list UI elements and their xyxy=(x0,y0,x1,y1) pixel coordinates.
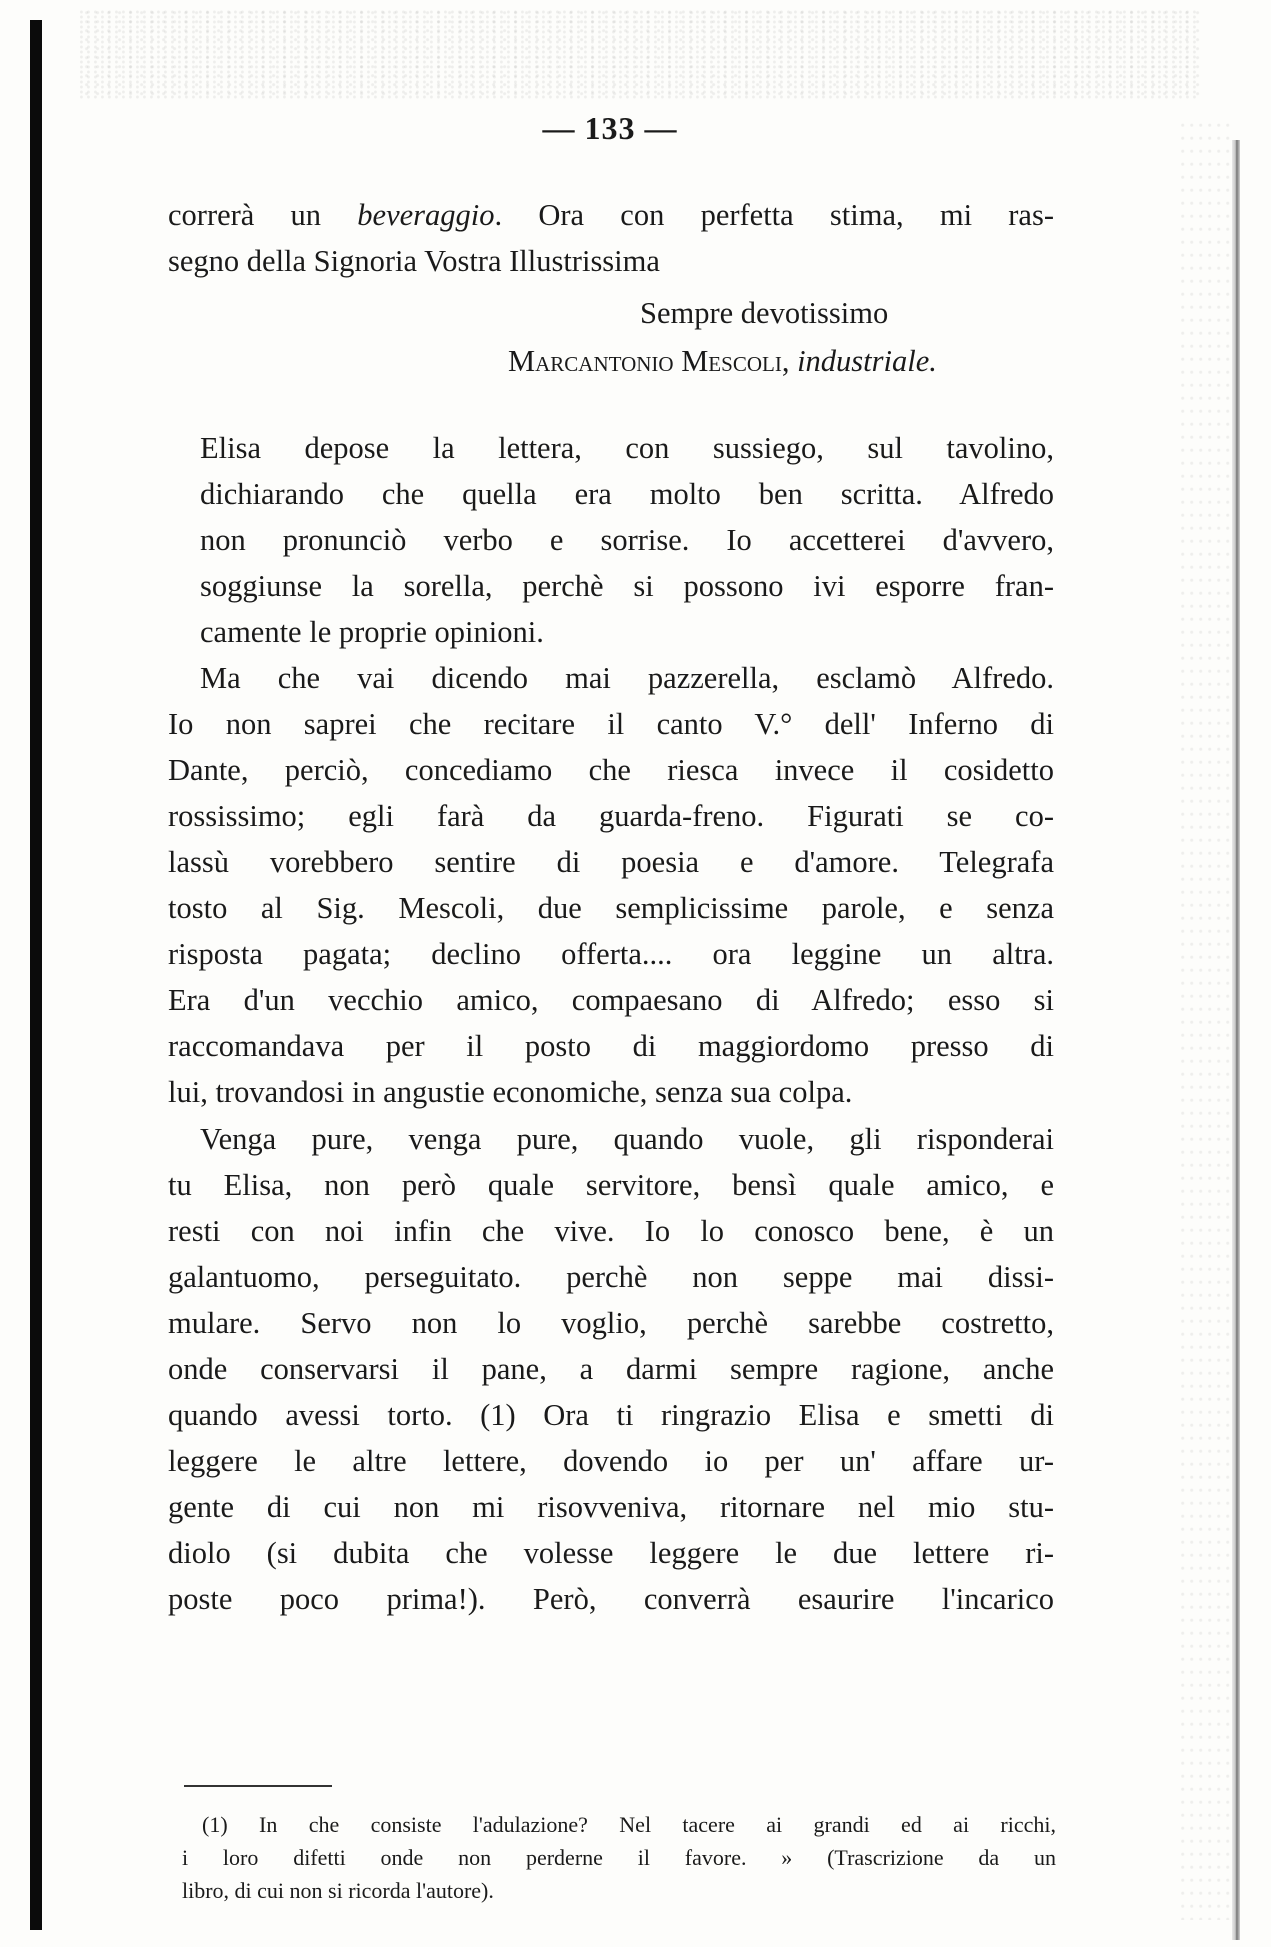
footnote-line: libro, di cui non si ricorda l'autore). xyxy=(182,1878,494,1903)
text-line: diolo (si dubita che volesse leggere le due lettere ri- xyxy=(168,1536,1054,1570)
text-line: resti con noi infin che vive. Io lo conosco bene, è un xyxy=(168,1214,1054,1248)
text-line: leggere le altre lettere, dovendo io per un' affare ur- xyxy=(168,1444,1054,1478)
text-line: dichiarando che quella era molto ben scritta. Alfredo xyxy=(200,477,1054,511)
text-line: rossissimo; egli farà da guarda-freno. Figurati se co- xyxy=(168,799,1054,833)
text-line: non pronunciò verbo e sorrise. Io accetterei d'avvero, xyxy=(200,523,1054,557)
text-line: lui, trovandosi in angustie economiche, senza sua colpa. xyxy=(168,1075,853,1109)
binding-edge-right xyxy=(1232,140,1240,1940)
letter-closing-text xyxy=(168,192,1054,284)
paragraph-3 xyxy=(168,1116,1054,1622)
footnote-line: (1) In che consiste l'adulazione? Nel tacere ai grandi ed ai ricchi, xyxy=(202,1812,1056,1837)
text-line: camente le proprie opinioni. xyxy=(200,615,544,649)
paragraph-1 xyxy=(168,425,1054,655)
signature-title: industriale. xyxy=(797,344,937,378)
text-line: mulare. Servo non lo voglio, perchè sarebbe costretto, xyxy=(168,1306,1054,1340)
footnote-divider xyxy=(184,1785,332,1787)
text-line: poste poco prima!). Però, converrà esaurire l'incarico xyxy=(168,1582,1054,1616)
scan-noise-right xyxy=(1180,120,1230,1920)
paragraph-2 xyxy=(168,655,1054,1115)
text-line: raccomandava per il posto di maggiordomo presso di xyxy=(168,1029,1054,1063)
text-line: Era d'un vecchio amico, compaesano di Alfredo; esso si xyxy=(168,983,1054,1017)
page-number: — 133 — xyxy=(542,110,678,146)
text-line: tu Elisa, non però quale servitore, bensì quale amico, e xyxy=(168,1168,1054,1202)
text-line: tosto al Sig. Mescoli, due semplicissime parole, e senza xyxy=(168,891,1054,925)
text-line: onde conservarsi il pane, a darmi sempre ragione, anche xyxy=(168,1352,1054,1386)
text-line: segno della Signoria Vostra Illustrissima xyxy=(168,244,660,278)
text-line: Io non saprei che recitare il canto V.° dell' Inferno di xyxy=(168,707,1054,741)
scan-noise-top xyxy=(80,10,1200,100)
text-line: soggiunse la sorella, perchè si possono ivi esporre fran- xyxy=(200,569,1054,603)
text-line: Ma che vai dicendo mai pazzerella, esclamò Alfredo. xyxy=(200,661,1054,695)
binding-edge-left xyxy=(30,20,42,1930)
text-line: lassù vorebbero sentire di poesia e d'amore. Telegrafa xyxy=(168,845,1054,879)
signature-name: Marcantonio Mescoli xyxy=(508,344,782,378)
signoff-signature: Marcantonio Mescoli, industriale. xyxy=(508,344,937,378)
text-line: quando avessi torto. (1) Ora ti ringrazio Elisa e smetti di xyxy=(168,1398,1054,1432)
text-line: Elisa depose la lettera, con sussiego, sul tavolino, xyxy=(200,431,1054,465)
text-line: Venga pure, venga pure, quando vuole, gli risponderai xyxy=(200,1122,1054,1156)
footnote-line: i loro difetti onde non perderne il favore. » (Trascrizione da un xyxy=(182,1845,1056,1870)
text-line: risposta pagata; declino offerta.... ora leggine un altra. xyxy=(168,937,1054,971)
footnote xyxy=(182,1808,1056,1907)
text-line: correrà un beveraggio. Ora con perfetta stima, mi ras- xyxy=(168,198,1054,232)
text-line: gente di cui non mi risovveniva, ritornare nel mio stu- xyxy=(168,1490,1054,1524)
text-line: Dante, perciò, concediamo che riesca invece il cosidetto xyxy=(168,753,1054,787)
text-line: galantuomo, perseguitato. perchè non seppe mai dissi- xyxy=(168,1260,1054,1294)
signoff-closing: Sempre devotissimo xyxy=(640,296,889,330)
